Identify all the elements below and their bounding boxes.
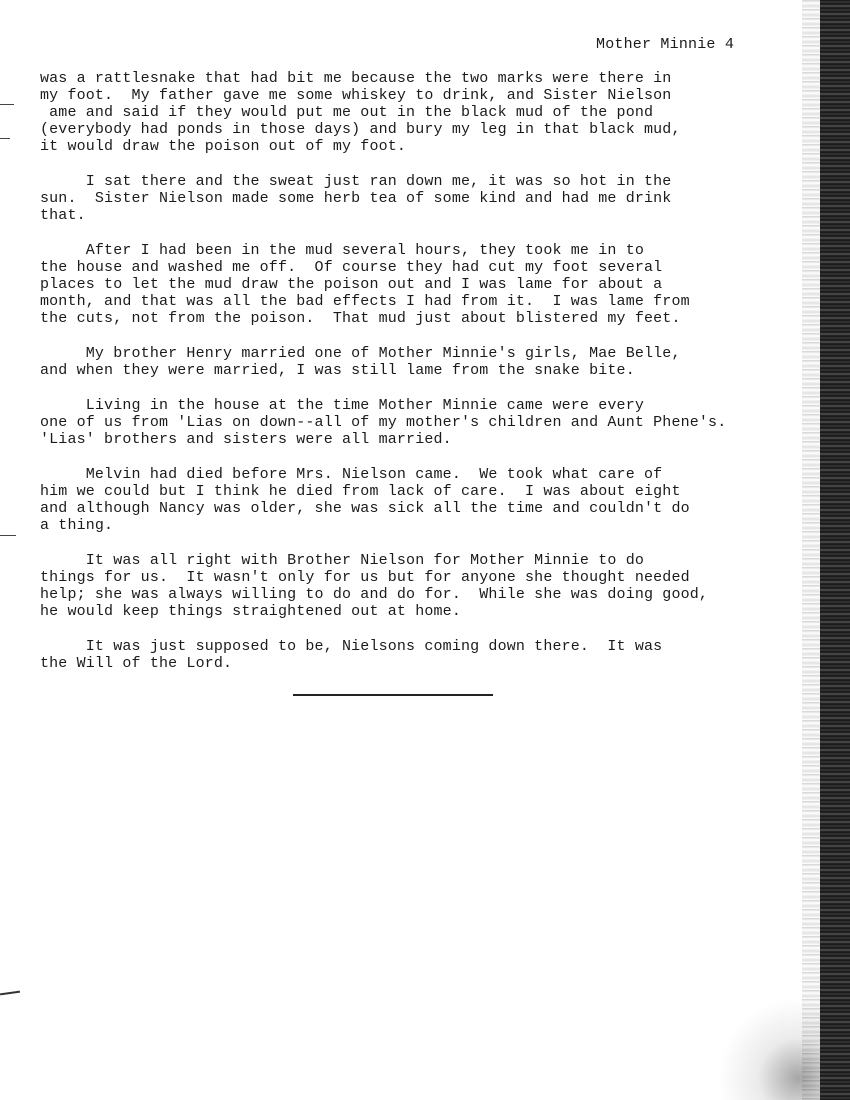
- text-line: was a rattlesnake that had bit me because the two marks were there in: [40, 70, 672, 87]
- paragraph: [40, 173, 800, 224]
- margin-mark: [0, 535, 16, 536]
- text-line: It was just supposed to be, Nielsons coming down there. It was: [40, 638, 663, 655]
- page-header: Mother Minnie 4: [596, 36, 735, 53]
- text-line: and although Nancy was older, she was sick all the time and couldn't do: [40, 500, 690, 517]
- text-line: It was all right with Brother Nielson for Mother Minnie to do: [40, 552, 644, 569]
- scan-binding-shadow: [802, 0, 820, 1100]
- text-line: that.: [40, 207, 86, 224]
- text-line: places to let the mud draw the poison out and I was lame for about a: [40, 276, 663, 293]
- paragraph: [40, 638, 800, 672]
- paragraph: [40, 70, 800, 155]
- text-line: he would keep things straightened out at home.: [40, 603, 461, 620]
- text-line: Melvin had died before Mrs. Nielson came. We took what care of: [40, 466, 663, 483]
- paragraph: [40, 242, 800, 327]
- margin-mark: [0, 138, 10, 139]
- text-line: things for us. It wasn't only for us but for anyone she thought needed: [40, 569, 690, 586]
- text-line: him we could but I think he died from lack of care. I was about eight: [40, 483, 681, 500]
- text-line: ame and said if they would put me out in the black mud of the pond: [40, 104, 654, 121]
- scan-binding-edge: [820, 0, 850, 1100]
- text-line: the house and washed me off. Of course they had cut my foot several: [40, 259, 663, 276]
- text-line: my foot. My father gave me some whiskey to drink, and Sister Nielson: [40, 87, 672, 104]
- text-line: a thing.: [40, 517, 114, 534]
- text-line: 'Lias' brothers and sisters were all married.: [40, 431, 452, 448]
- text-line: month, and that was all the bad effects I had from it. I was lame from: [40, 293, 690, 310]
- text-line: sun. Sister Nielson made some herb tea of some kind and had me drink: [40, 190, 672, 207]
- margin-mark: [0, 991, 20, 996]
- paragraph: [40, 345, 800, 379]
- text-line: Living in the house at the time Mother Minnie came were every: [40, 397, 644, 414]
- text-line: the Will of the Lord.: [40, 655, 233, 672]
- document-body: [40, 70, 800, 690]
- text-line: My brother Henry married one of Mother Minnie's girls, Mae Belle,: [40, 345, 681, 362]
- end-rule: [293, 694, 493, 696]
- scan-corner-speckle: [710, 990, 820, 1100]
- paragraph: [40, 552, 800, 620]
- text-line: it would draw the poison out of my foot.: [40, 138, 407, 155]
- text-line: help; she was always willing to do and do for. While she was doing good,: [40, 586, 709, 603]
- text-line: (everybody had ponds in those days) and bury my leg in that black mud,: [40, 121, 681, 138]
- text-line: and when they were married, I was still lame from the snake bite.: [40, 362, 635, 379]
- paragraph: [40, 397, 800, 448]
- text-line: one of us from 'Lias on down--all of my mother's children and Aunt Phene's.: [40, 414, 727, 431]
- text-line: After I had been in the mud several hours, they took me in to: [40, 242, 644, 259]
- margin-mark: [0, 104, 14, 105]
- text-line: I sat there and the sweat just ran down me, it was so hot in the: [40, 173, 672, 190]
- paragraph: [40, 466, 800, 534]
- text-line: the cuts, not from the poison. That mud just about blistered my feet.: [40, 310, 681, 327]
